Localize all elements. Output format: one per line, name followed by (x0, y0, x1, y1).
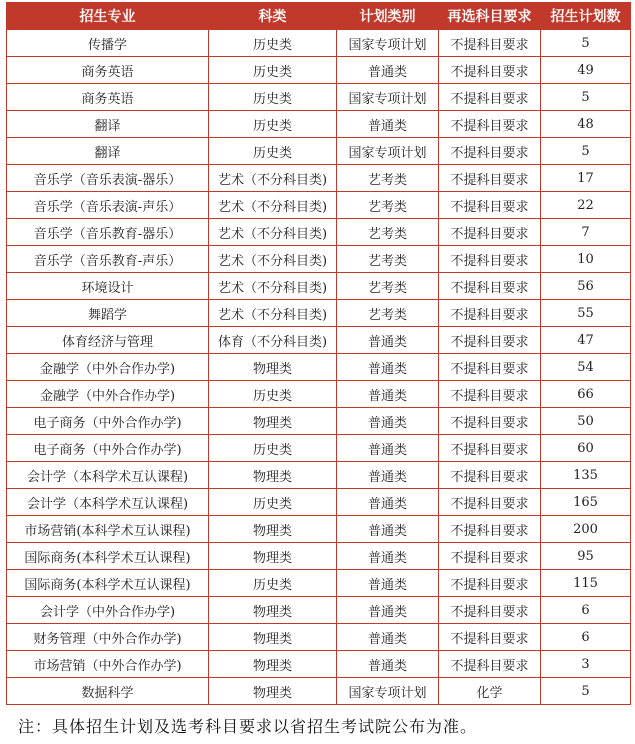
cell-subject-category: 物理类 (209, 354, 337, 381)
cell-plan-type: 普通类 (337, 516, 439, 543)
cell-plan-type: 国家专项计划 (337, 678, 439, 705)
table-row (7, 462, 631, 489)
cell-enrollment-count: 48 (541, 111, 631, 138)
cell-plan-type: 普通类 (337, 354, 439, 381)
table-row (7, 300, 631, 327)
table-row (7, 138, 631, 165)
cell-enrollment-count: 115 (541, 570, 631, 597)
cell-enrollment-count: 6 (541, 624, 631, 651)
cell-subject-category: 艺术（不分科目类) (209, 192, 337, 219)
cell-major: 音乐学（音乐教育-器乐） (7, 219, 209, 246)
cell-subject-category: 艺术（不分科目类) (209, 273, 337, 300)
table-row (7, 678, 631, 705)
cell-subject-category: 物理类 (209, 651, 337, 678)
cell-major: 商务英语 (7, 84, 209, 111)
header-major: 招生专业 (7, 3, 209, 30)
cell-enrollment-count: 3 (541, 651, 631, 678)
header-subject-category: 科类 (209, 3, 337, 30)
table-row (7, 489, 631, 516)
table-row (7, 597, 631, 624)
cell-plan-type: 艺考类 (337, 192, 439, 219)
cell-plan-type: 普通类 (337, 543, 439, 570)
cell-enrollment-count: 55 (541, 300, 631, 327)
cell-major: 会计学（本科学术互认课程) (7, 489, 209, 516)
cell-elective-requirement: 不提科目要求 (439, 165, 541, 192)
cell-enrollment-count: 165 (541, 489, 631, 516)
cell-enrollment-count: 5 (541, 138, 631, 165)
table-row (7, 354, 631, 381)
table-row (7, 84, 631, 111)
table-row (7, 30, 631, 57)
cell-plan-type: 艺考类 (337, 246, 439, 273)
table-body (7, 30, 631, 705)
cell-enrollment-count: 135 (541, 462, 631, 489)
cell-enrollment-count: 5 (541, 84, 631, 111)
cell-subject-category: 艺术（不分科目类) (209, 165, 337, 192)
cell-enrollment-count: 49 (541, 57, 631, 84)
cell-subject-category: 物理类 (209, 408, 337, 435)
header-enrollment-count: 招生计划数 (541, 3, 631, 30)
cell-major: 翻译 (7, 111, 209, 138)
cell-enrollment-count: 5 (541, 30, 631, 57)
cell-major: 国际商务(本科学术互认课程) (7, 543, 209, 570)
cell-elective-requirement: 不提科目要求 (439, 57, 541, 84)
cell-enrollment-count: 50 (541, 408, 631, 435)
cell-plan-type: 普通类 (337, 57, 439, 84)
cell-subject-category: 历史类 (209, 489, 337, 516)
cell-elective-requirement: 不提科目要求 (439, 219, 541, 246)
cell-subject-category: 历史类 (209, 381, 337, 408)
cell-elective-requirement: 不提科目要求 (439, 570, 541, 597)
cell-plan-type: 艺考类 (337, 300, 439, 327)
cell-subject-category: 历史类 (209, 570, 337, 597)
cell-subject-category: 体育（不分科目类) (209, 327, 337, 354)
cell-elective-requirement: 不提科目要求 (439, 138, 541, 165)
header-elective-requirement: 再选科目要求 (439, 3, 541, 30)
cell-enrollment-count: 7 (541, 219, 631, 246)
cell-enrollment-count: 17 (541, 165, 631, 192)
cell-subject-category: 物理类 (209, 516, 337, 543)
table-row (7, 408, 631, 435)
table-row (7, 651, 631, 678)
cell-major: 音乐学（音乐表演-声乐） (7, 192, 209, 219)
cell-elective-requirement: 化学 (439, 678, 541, 705)
cell-enrollment-count: 54 (541, 354, 631, 381)
cell-elective-requirement: 不提科目要求 (439, 462, 541, 489)
cell-major: 商务英语 (7, 57, 209, 84)
cell-elective-requirement: 不提科目要求 (439, 327, 541, 354)
cell-enrollment-count: 95 (541, 543, 631, 570)
cell-elective-requirement: 不提科目要求 (439, 516, 541, 543)
cell-elective-requirement: 不提科目要求 (439, 30, 541, 57)
cell-plan-type: 普通类 (337, 489, 439, 516)
cell-major: 舞蹈学 (7, 300, 209, 327)
cell-major: 会计学（本科学术互认课程) (7, 462, 209, 489)
cell-plan-type: 普通类 (337, 381, 439, 408)
cell-plan-type: 国家专项计划 (337, 30, 439, 57)
table-row (7, 327, 631, 354)
cell-elective-requirement: 不提科目要求 (439, 246, 541, 273)
table-row (7, 165, 631, 192)
table-row (7, 57, 631, 84)
cell-plan-type: 国家专项计划 (337, 138, 439, 165)
cell-elective-requirement: 不提科目要求 (439, 543, 541, 570)
table-row (7, 381, 631, 408)
cell-enrollment-count: 47 (541, 327, 631, 354)
cell-subject-category: 历史类 (209, 30, 337, 57)
cell-enrollment-count: 56 (541, 273, 631, 300)
cell-major: 市场营销(本科学术互认课程) (7, 516, 209, 543)
cell-plan-type: 普通类 (337, 408, 439, 435)
cell-major: 金融学（中外合作办学) (7, 354, 209, 381)
cell-elective-requirement: 不提科目要求 (439, 624, 541, 651)
cell-subject-category: 物理类 (209, 597, 337, 624)
cell-enrollment-count: 66 (541, 381, 631, 408)
cell-major: 财务管理（中外合作办学) (7, 624, 209, 651)
cell-major: 会计学（中外合作办学) (7, 597, 209, 624)
cell-plan-type: 普通类 (337, 624, 439, 651)
cell-plan-type: 普通类 (337, 327, 439, 354)
cell-elective-requirement: 不提科目要求 (439, 354, 541, 381)
footnote: 注：具体招生计划及选考科目要求以省招生考试院公布为准。 (18, 717, 478, 736)
cell-subject-category: 历史类 (209, 435, 337, 462)
cell-elective-requirement: 不提科目要求 (439, 300, 541, 327)
cell-enrollment-count: 5 (541, 678, 631, 705)
cell-major: 金融学（中外合作办学) (7, 381, 209, 408)
cell-subject-category: 历史类 (209, 84, 337, 111)
table-row (7, 435, 631, 462)
cell-subject-category: 艺术（不分科目类) (209, 300, 337, 327)
cell-major: 环境设计 (7, 273, 209, 300)
cell-elective-requirement: 不提科目要求 (439, 651, 541, 678)
cell-subject-category: 历史类 (209, 111, 337, 138)
table-row (7, 111, 631, 138)
header-plan-type: 计划类别 (337, 3, 439, 30)
cell-subject-category: 物理类 (209, 624, 337, 651)
table-row (7, 219, 631, 246)
cell-plan-type: 普通类 (337, 597, 439, 624)
cell-major: 体育经济与管理 (7, 327, 209, 354)
cell-elective-requirement: 不提科目要求 (439, 84, 541, 111)
cell-plan-type: 普通类 (337, 111, 439, 138)
table-row (7, 570, 631, 597)
cell-subject-category: 历史类 (209, 138, 337, 165)
cell-elective-requirement: 不提科目要求 (439, 408, 541, 435)
cell-subject-category: 艺术（不分科目类) (209, 219, 337, 246)
cell-major: 音乐学（音乐表演-器乐） (7, 165, 209, 192)
cell-enrollment-count: 10 (541, 246, 631, 273)
cell-elective-requirement: 不提科目要求 (439, 489, 541, 516)
cell-plan-type: 普通类 (337, 570, 439, 597)
cell-plan-type: 艺考类 (337, 219, 439, 246)
cell-major: 电子商务（中外合作办学) (7, 408, 209, 435)
cell-major: 数据科学 (7, 678, 209, 705)
admission-plan-table (6, 2, 631, 705)
cell-elective-requirement: 不提科目要求 (439, 381, 541, 408)
cell-enrollment-count: 200 (541, 516, 631, 543)
table-row (7, 543, 631, 570)
cell-major: 市场营销（中外合作办学) (7, 651, 209, 678)
cell-enrollment-count: 22 (541, 192, 631, 219)
cell-major: 电子商务（中外合作办学) (7, 435, 209, 462)
cell-subject-category: 物理类 (209, 462, 337, 489)
cell-plan-type: 普通类 (337, 651, 439, 678)
cell-subject-category: 艺术（不分科目类) (209, 246, 337, 273)
cell-plan-type: 国家专项计划 (337, 84, 439, 111)
cell-major: 翻译 (7, 138, 209, 165)
table-row (7, 624, 631, 651)
cell-elective-requirement: 不提科目要求 (439, 273, 541, 300)
cell-elective-requirement: 不提科目要求 (439, 192, 541, 219)
table-header-row (7, 3, 631, 30)
cell-plan-type: 艺考类 (337, 165, 439, 192)
table-row (7, 192, 631, 219)
cell-enrollment-count: 60 (541, 435, 631, 462)
cell-major: 音乐学（音乐教育-声乐） (7, 246, 209, 273)
cell-subject-category: 物理类 (209, 678, 337, 705)
cell-elective-requirement: 不提科目要求 (439, 597, 541, 624)
cell-plan-type: 普通类 (337, 435, 439, 462)
table-row (7, 246, 631, 273)
cell-elective-requirement: 不提科目要求 (439, 435, 541, 462)
cell-major: 传播学 (7, 30, 209, 57)
cell-major: 国际商务(本科学术互认课程) (7, 570, 209, 597)
cell-plan-type: 艺考类 (337, 273, 439, 300)
cell-elective-requirement: 不提科目要求 (439, 111, 541, 138)
cell-enrollment-count: 6 (541, 597, 631, 624)
cell-subject-category: 物理类 (209, 543, 337, 570)
cell-plan-type: 普通类 (337, 462, 439, 489)
table-row (7, 516, 631, 543)
table-row (7, 273, 631, 300)
cell-subject-category: 历史类 (209, 57, 337, 84)
